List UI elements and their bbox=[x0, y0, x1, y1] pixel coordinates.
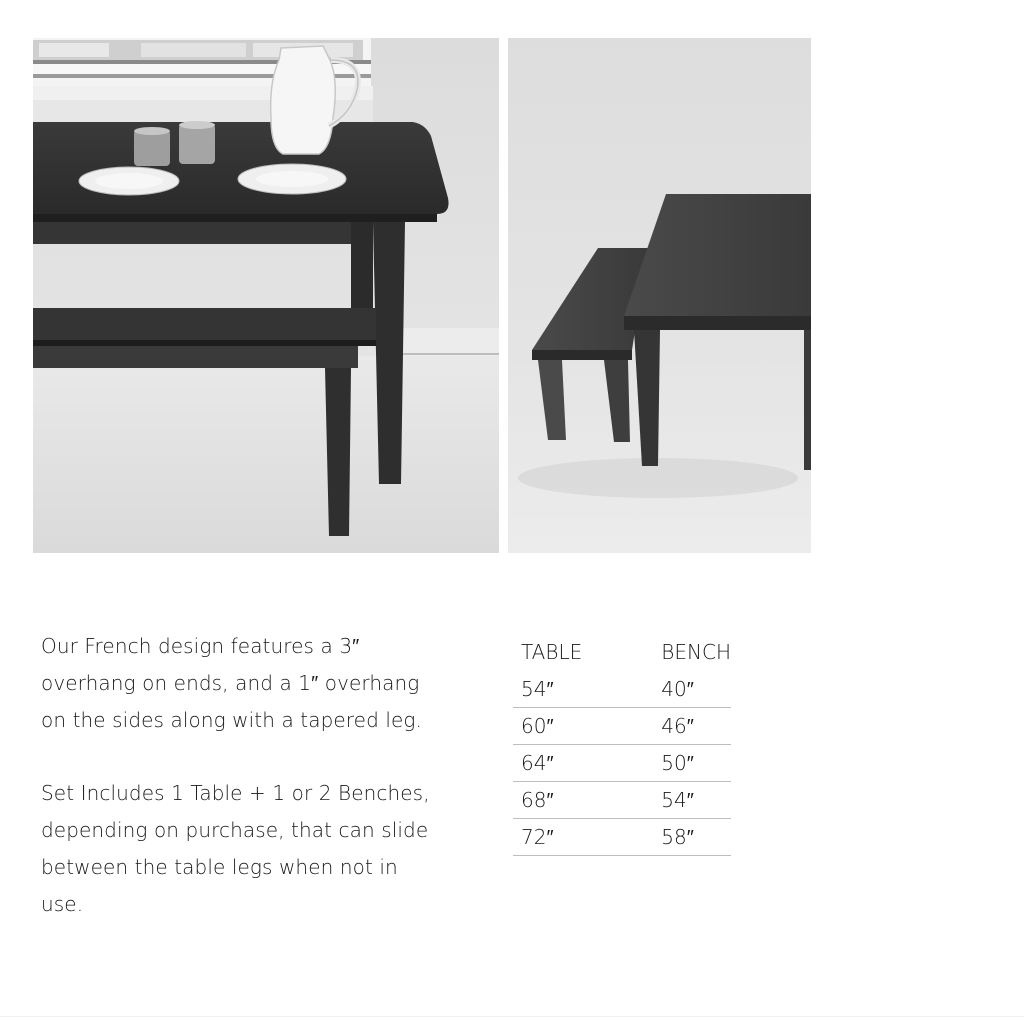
table-size-cell: 68″ bbox=[513, 782, 653, 819]
description-paragraph-overhang: Our French design features a 3″ overhang on ends, and a 1″ overhang on the sides along with a tapered leg. bbox=[41, 634, 422, 732]
table-bench-photo-side bbox=[508, 38, 811, 553]
description-paragraph-set-includes: Set Includes 1 Table + 1 or 2 Benches, depending on purchase, that can slide between the table legs when not in use. bbox=[41, 781, 430, 916]
bench-size-cell: 50″ bbox=[653, 745, 731, 782]
bench-size-cell: 46″ bbox=[653, 708, 731, 745]
table-row bbox=[513, 708, 731, 745]
table-size-cell: 72″ bbox=[513, 819, 653, 856]
table-size-cell: 64″ bbox=[513, 745, 653, 782]
table-column-header: TABLE bbox=[521, 640, 583, 664]
table-row bbox=[513, 671, 731, 708]
bottom-divider bbox=[0, 1016, 1024, 1017]
bench-column-header: BENCH bbox=[661, 640, 731, 664]
table-row bbox=[513, 819, 731, 856]
table-size-cell: 60″ bbox=[513, 708, 653, 745]
size-table bbox=[513, 633, 731, 856]
bench-size-cell: 40″ bbox=[653, 671, 731, 708]
table-row bbox=[513, 745, 731, 782]
table-size-cell: 54″ bbox=[513, 671, 653, 708]
bench-size-cell: 58″ bbox=[653, 819, 731, 856]
bench-size-cell: 54″ bbox=[653, 782, 731, 819]
table-bench-photo-front bbox=[33, 38, 499, 553]
table-row bbox=[513, 782, 731, 819]
size-table-header-row bbox=[513, 633, 731, 671]
product-description bbox=[41, 628, 441, 923]
